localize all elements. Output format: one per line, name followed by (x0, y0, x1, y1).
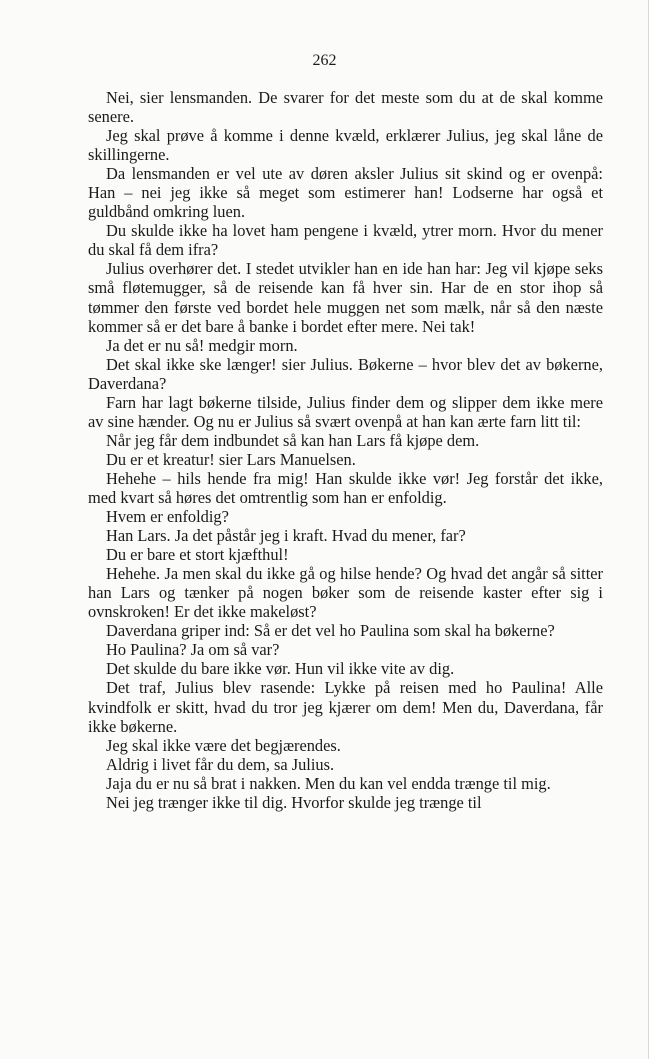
paragraph: Hehehe – hils hende fra mig! Han skulde ikke vør! Jeg forstår det ikke, med kvart så høres det omtrentlig som han er enfoldig. (88, 468, 603, 507)
paragraph: Hehehe. Ja men skal du ikke gå og hilse hende? Og hvad det angår så sitter han Lars og tænker på nogen bøker som de reisende kaster efter sig i ovnskroken! Er det ikke makeløst? (88, 564, 603, 622)
paragraph: Du er et kreatur! sier Lars Manuelsen. (106, 449, 356, 469)
page-number: 262 (312, 52, 337, 69)
body-text (88, 88, 603, 812)
paragraph: Hvem er enfoldig? (106, 507, 229, 527)
paragraph: Når jeg får dem indbundet så kan han Lars få kjøpe dem. (106, 430, 480, 450)
paragraph: Du skulde ikke ha lovet ham pengene i kvæld, ytrer morn. Hvor du mener du skal få dem ifra? (88, 221, 603, 260)
paragraph: Det skal ikke ske længer! sier Julius. Bøkerne – hvor blev det av bøkerne, Daverdana? (88, 354, 603, 393)
paragraph: Ja det er nu så! medgir morn. (106, 335, 298, 355)
paragraph: Jeg skal prøve å komme i denne kvæld, erklærer Julius, jeg skal låne de skillingerne. (88, 126, 603, 165)
paragraph: Aldrig i livet får du dem, sa Julius. (106, 754, 335, 774)
paragraph: Han Lars. Ja det påstår jeg i kraft. Hvad du mener, far? (106, 526, 466, 546)
paragraph: Nei jeg trænger ikke til dig. Hvorfor skulde jeg trænge til (106, 792, 482, 812)
paragraph: Det skulde du bare ikke vør. Hun vil ikke vite av dig. (106, 659, 455, 679)
paragraph: Da lensmanden er vel ute av døren aksler Julius sit skind og er ovenpå: Han – nei jeg ikke så meget som estimerer han! Lodserne har også et guldbånd omkring luen. (88, 164, 603, 222)
paragraph: Daverdana griper ind: Så er det vel ho Paulina som skal ha bøkerne? (106, 621, 555, 641)
paragraph: Det traf, Julius blev rasende: Lykke på reisen med ho Paulina! Alle kvindfolk er skitt, hvad du tror jeg kjærer om dem! Men du, Daverdana, får ikke bøkerne. (88, 678, 603, 736)
paragraph: Jeg skal ikke være det begjærendes. (106, 735, 341, 755)
paragraph: Du er bare et stort kjæfthul! (106, 545, 289, 565)
paragraph: Farn har lagt bøkerne tilside, Julius finder dem og slipper dem ikke mere av sine hænder. Og nu er Julius så svært ovenpå at han kan ærte farn litt til: (88, 392, 603, 431)
paragraph: Ho Paulina? Ja om så var? (106, 640, 280, 660)
paragraph: Julius overhører det. I stedet utvikler han en ide han har: Jeg vil kjøpe seks små fløtemugger, så de reisende kan få hver sin. Har de en stor ihop så tømmer den første ved bordet hele muggen net som mælk, når så den næste kommer så er det bare å banke i bordet efter mere. Nei tak! (88, 259, 603, 336)
paragraph: Nei, sier lensmanden. De svarer for det meste som du at de skal komme senere. (88, 88, 603, 127)
paragraph: Jaja du er nu så brat i nakken. Men du kan vel endda trænge til mig. (106, 773, 551, 793)
